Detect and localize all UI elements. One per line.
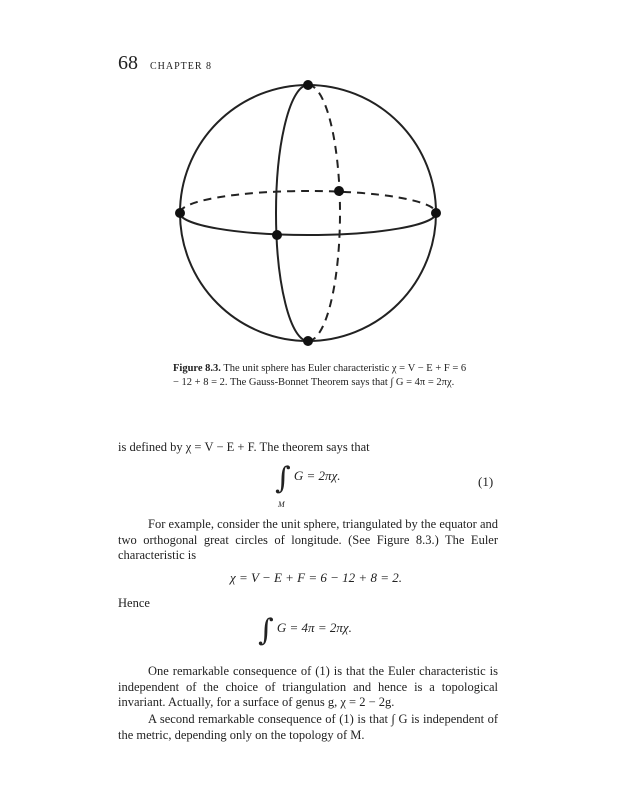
vertex-north [303, 80, 313, 90]
vertex-east [431, 208, 441, 218]
caption-text: The unit sphere has Euler characteristic χ = V − E + F = 6 − 12 + 8 = 2. The Gauss-Bonnet Theorem says that ∫ G = 4π = 2πχ. [173, 363, 467, 388]
hence-label: Hence [118, 596, 150, 610]
integral-subscript: M [278, 500, 285, 509]
integral-sign: ∫ [275, 461, 291, 496]
integral-sign-2: ∫ [258, 613, 274, 648]
equation-1 [275, 461, 341, 496]
euler-equation: χ = V − E + F = 6 − 12 + 8 = 2. [230, 570, 402, 585]
consequence-paragraph-1: One remarkable consequence of (1) is that the Euler characteristic is independent of the choice of triangulation and hence is a topological invariant. Actually, for a surface of genus g, χ = 2 − 2g. [118, 664, 498, 709]
equation-number: (1) [478, 474, 494, 489]
gauss-bonnet-equation [258, 613, 352, 648]
equator-front [180, 213, 436, 235]
vertex-front [272, 230, 282, 240]
equator-back-dashed [180, 191, 436, 213]
intro-paragraph: is defined by χ = V − E + F. The theorem says that [118, 440, 370, 454]
vertex-back [334, 186, 344, 196]
vertex-west [175, 208, 185, 218]
figure-caption [173, 362, 473, 390]
example-paragraph: For example, consider the unit sphere, triangulated by the equator and two orthogonal great circles of longitude. (See Figure 8.3.) The Euler characteristic is [118, 517, 498, 562]
meridian-front [276, 85, 308, 341]
caption-label: Figure 8.3. [173, 363, 221, 374]
gauss-bonnet-expression: G = 4π = 2πχ. [276, 620, 352, 635]
sphere-outline [180, 85, 436, 341]
page-number: 68 [118, 52, 138, 74]
meridian-back-dashed [308, 85, 340, 341]
vertex-south [303, 336, 313, 346]
sphere-figure [150, 70, 460, 360]
equation-1-expression: G = 2πχ. [293, 468, 341, 483]
chapter-title: CHAPTER 8 [150, 61, 213, 72]
consequence-paragraph-2: A second remarkable consequence of (1) is that ∫ G is independent of the metric, depending only on the topology of M. [118, 712, 498, 742]
